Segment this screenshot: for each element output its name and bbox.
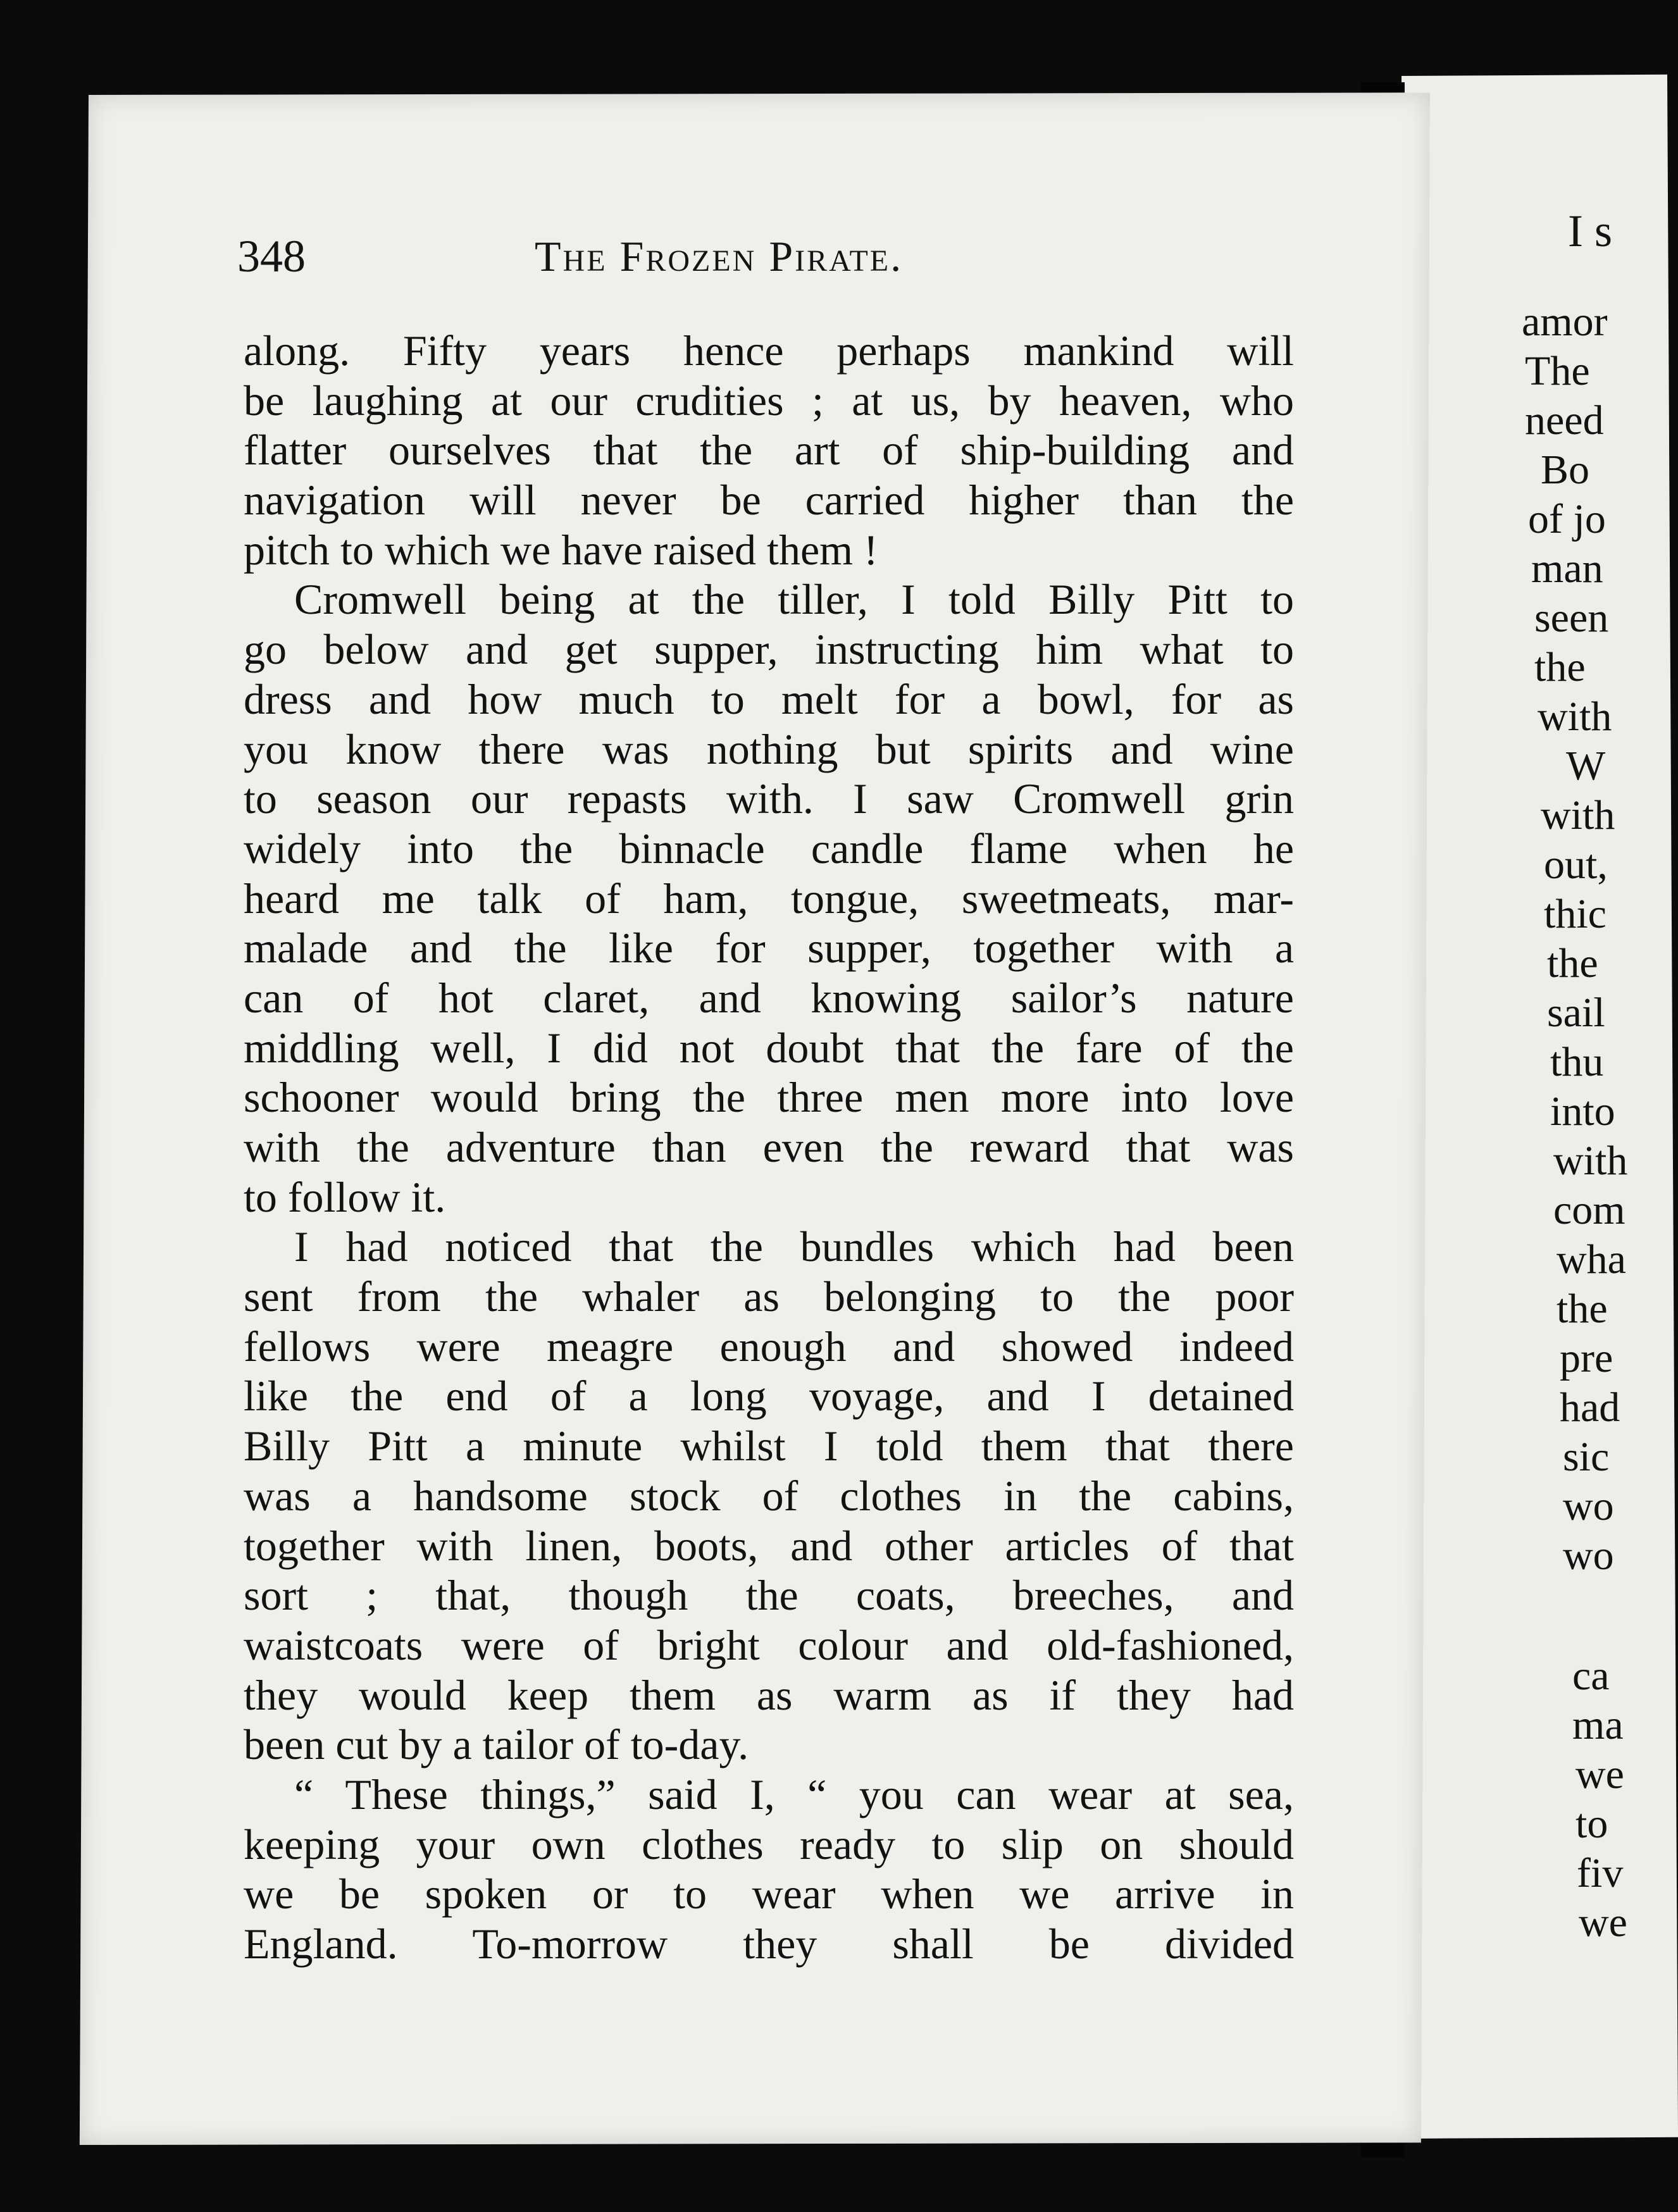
facing-text-fragment: out, (1544, 842, 1608, 888)
facing-text-fragment: with (1538, 693, 1612, 740)
text-line: together with linen, boots, and other articles of that (244, 1521, 1294, 1570)
facing-text-fragment: thu (1550, 1039, 1604, 1085)
text-line: widely into the binnacle candle flame when he (244, 824, 1294, 873)
text-line: be laughing at our crudities ; at us, by heaven, who (244, 376, 1294, 425)
facing-text-fragment: ca (1572, 1653, 1610, 1699)
text-line: sent from the whaler as belonging to the poor (244, 1272, 1294, 1321)
text-line: sort ; that, though the coats, breeches, and (244, 1571, 1294, 1620)
text-line: dress and how much to melt for a bowl, for as (244, 674, 1294, 723)
facing-text-fragment: W (1566, 743, 1606, 789)
facing-text-fragment: we (1575, 1751, 1624, 1798)
page-number: 348 (237, 231, 306, 282)
text-line: we be spoken or to wear when we arrive in (244, 1870, 1294, 1918)
text-line: you know there was nothing but spirits and wine (244, 724, 1294, 773)
text-line: middling well, I did not doubt that the fare of the (244, 1023, 1294, 1072)
facing-text-fragment: sail (1547, 990, 1605, 1036)
facing-text-fragment: to (1575, 1801, 1608, 1847)
facing-text-fragment: wha (1557, 1236, 1626, 1283)
facing-text-fragment: wo (1563, 1483, 1614, 1529)
text-line: “ These things,” said I, “ you can wear at sea, (294, 1770, 1294, 1818)
text-line: Cromwell being at the tiller, I told Billy Pitt to (294, 575, 1294, 624)
facing-text-fragment: thic (1544, 891, 1607, 937)
facing-text-fragment: need (1525, 397, 1604, 444)
facing-text-fragment: of jo (1528, 496, 1606, 542)
facing-text-fragment: ma (1572, 1702, 1624, 1748)
text-line: Billy Pitt a minute whilst I told them that there (244, 1422, 1294, 1470)
body-text (244, 326, 1294, 1969)
facing-text-fragment: into (1550, 1088, 1615, 1134)
facing-text-fragment: amor (1522, 299, 1608, 345)
text-line: go below and get supper, instructing him what to (244, 625, 1294, 674)
page-header (237, 228, 1022, 285)
facing-text-fragment: seen (1534, 595, 1609, 641)
facing-text-fragment: the (1557, 1286, 1608, 1332)
facing-page-header: I s (1568, 206, 1612, 256)
facing-text-fragment: sic (1563, 1434, 1610, 1480)
facing-text-fragment: com (1553, 1187, 1625, 1233)
text-line: along. Fifty years hence perhaps mankind will (244, 326, 1294, 375)
text-line: waistcoats were of bright colour and old-fashioned, (244, 1620, 1294, 1669)
facing-text-fragment: The (1525, 348, 1590, 394)
text-line: keeping your own clothes ready to slip on should (244, 1820, 1294, 1868)
facing-text-fragment: wo (1563, 1532, 1614, 1579)
facing-text-fragment: with (1553, 1138, 1628, 1184)
text-line: heard me talk of ham, tongue, sweetmeats, mar- (244, 874, 1294, 923)
text-line: to season our repasts with. I saw Cromwell grin (244, 774, 1294, 823)
text-line: flatter ourselves that the art of ship-building and (244, 426, 1294, 475)
text-line: I had noticed that the bundles which had been (294, 1222, 1294, 1271)
text-line: with the adventure than even the reward that was (244, 1123, 1294, 1171)
text-line: navigation will never be carried higher than the (244, 476, 1294, 525)
running-title: The Frozen Pirate. (535, 232, 904, 280)
text-line: fellows were meagre enough and showed indeed (244, 1322, 1294, 1370)
text-line: they would keep them as warm as if they had (244, 1670, 1294, 1719)
facing-text-fragment: fiv (1577, 1850, 1624, 1896)
text-line: can of hot claret, and knowing sailor’s nature (244, 973, 1294, 1022)
facing-text-fragment: had (1560, 1384, 1620, 1431)
text-line: schooner would bring the three men more into love (244, 1073, 1294, 1122)
facing-text-fragment: with (1541, 792, 1615, 838)
text-line: been cut by a tailor of to-day. (244, 1720, 749, 1769)
facing-text-fragment: pre (1560, 1335, 1613, 1381)
facing-text-fragment: man (1531, 545, 1603, 592)
facing-text-fragment: the (1547, 940, 1598, 986)
text-line: England. To-morrow they shall be divided (244, 1920, 1294, 1968)
facing-text-fragment: Bo (1541, 447, 1590, 493)
text-line: malade and the like for supper, together with a (244, 924, 1294, 972)
text-line: was a handsome stock of clothes in the cabins, (244, 1471, 1294, 1520)
text-line: like the end of a long voyage, and I detained (244, 1372, 1294, 1420)
text-line: pitch to which we have raised them ! (244, 525, 878, 574)
facing-text-fragment: we (1579, 1899, 1627, 1946)
facing-text-fragment: the (1534, 644, 1586, 690)
text-line: to follow it. (244, 1172, 446, 1221)
